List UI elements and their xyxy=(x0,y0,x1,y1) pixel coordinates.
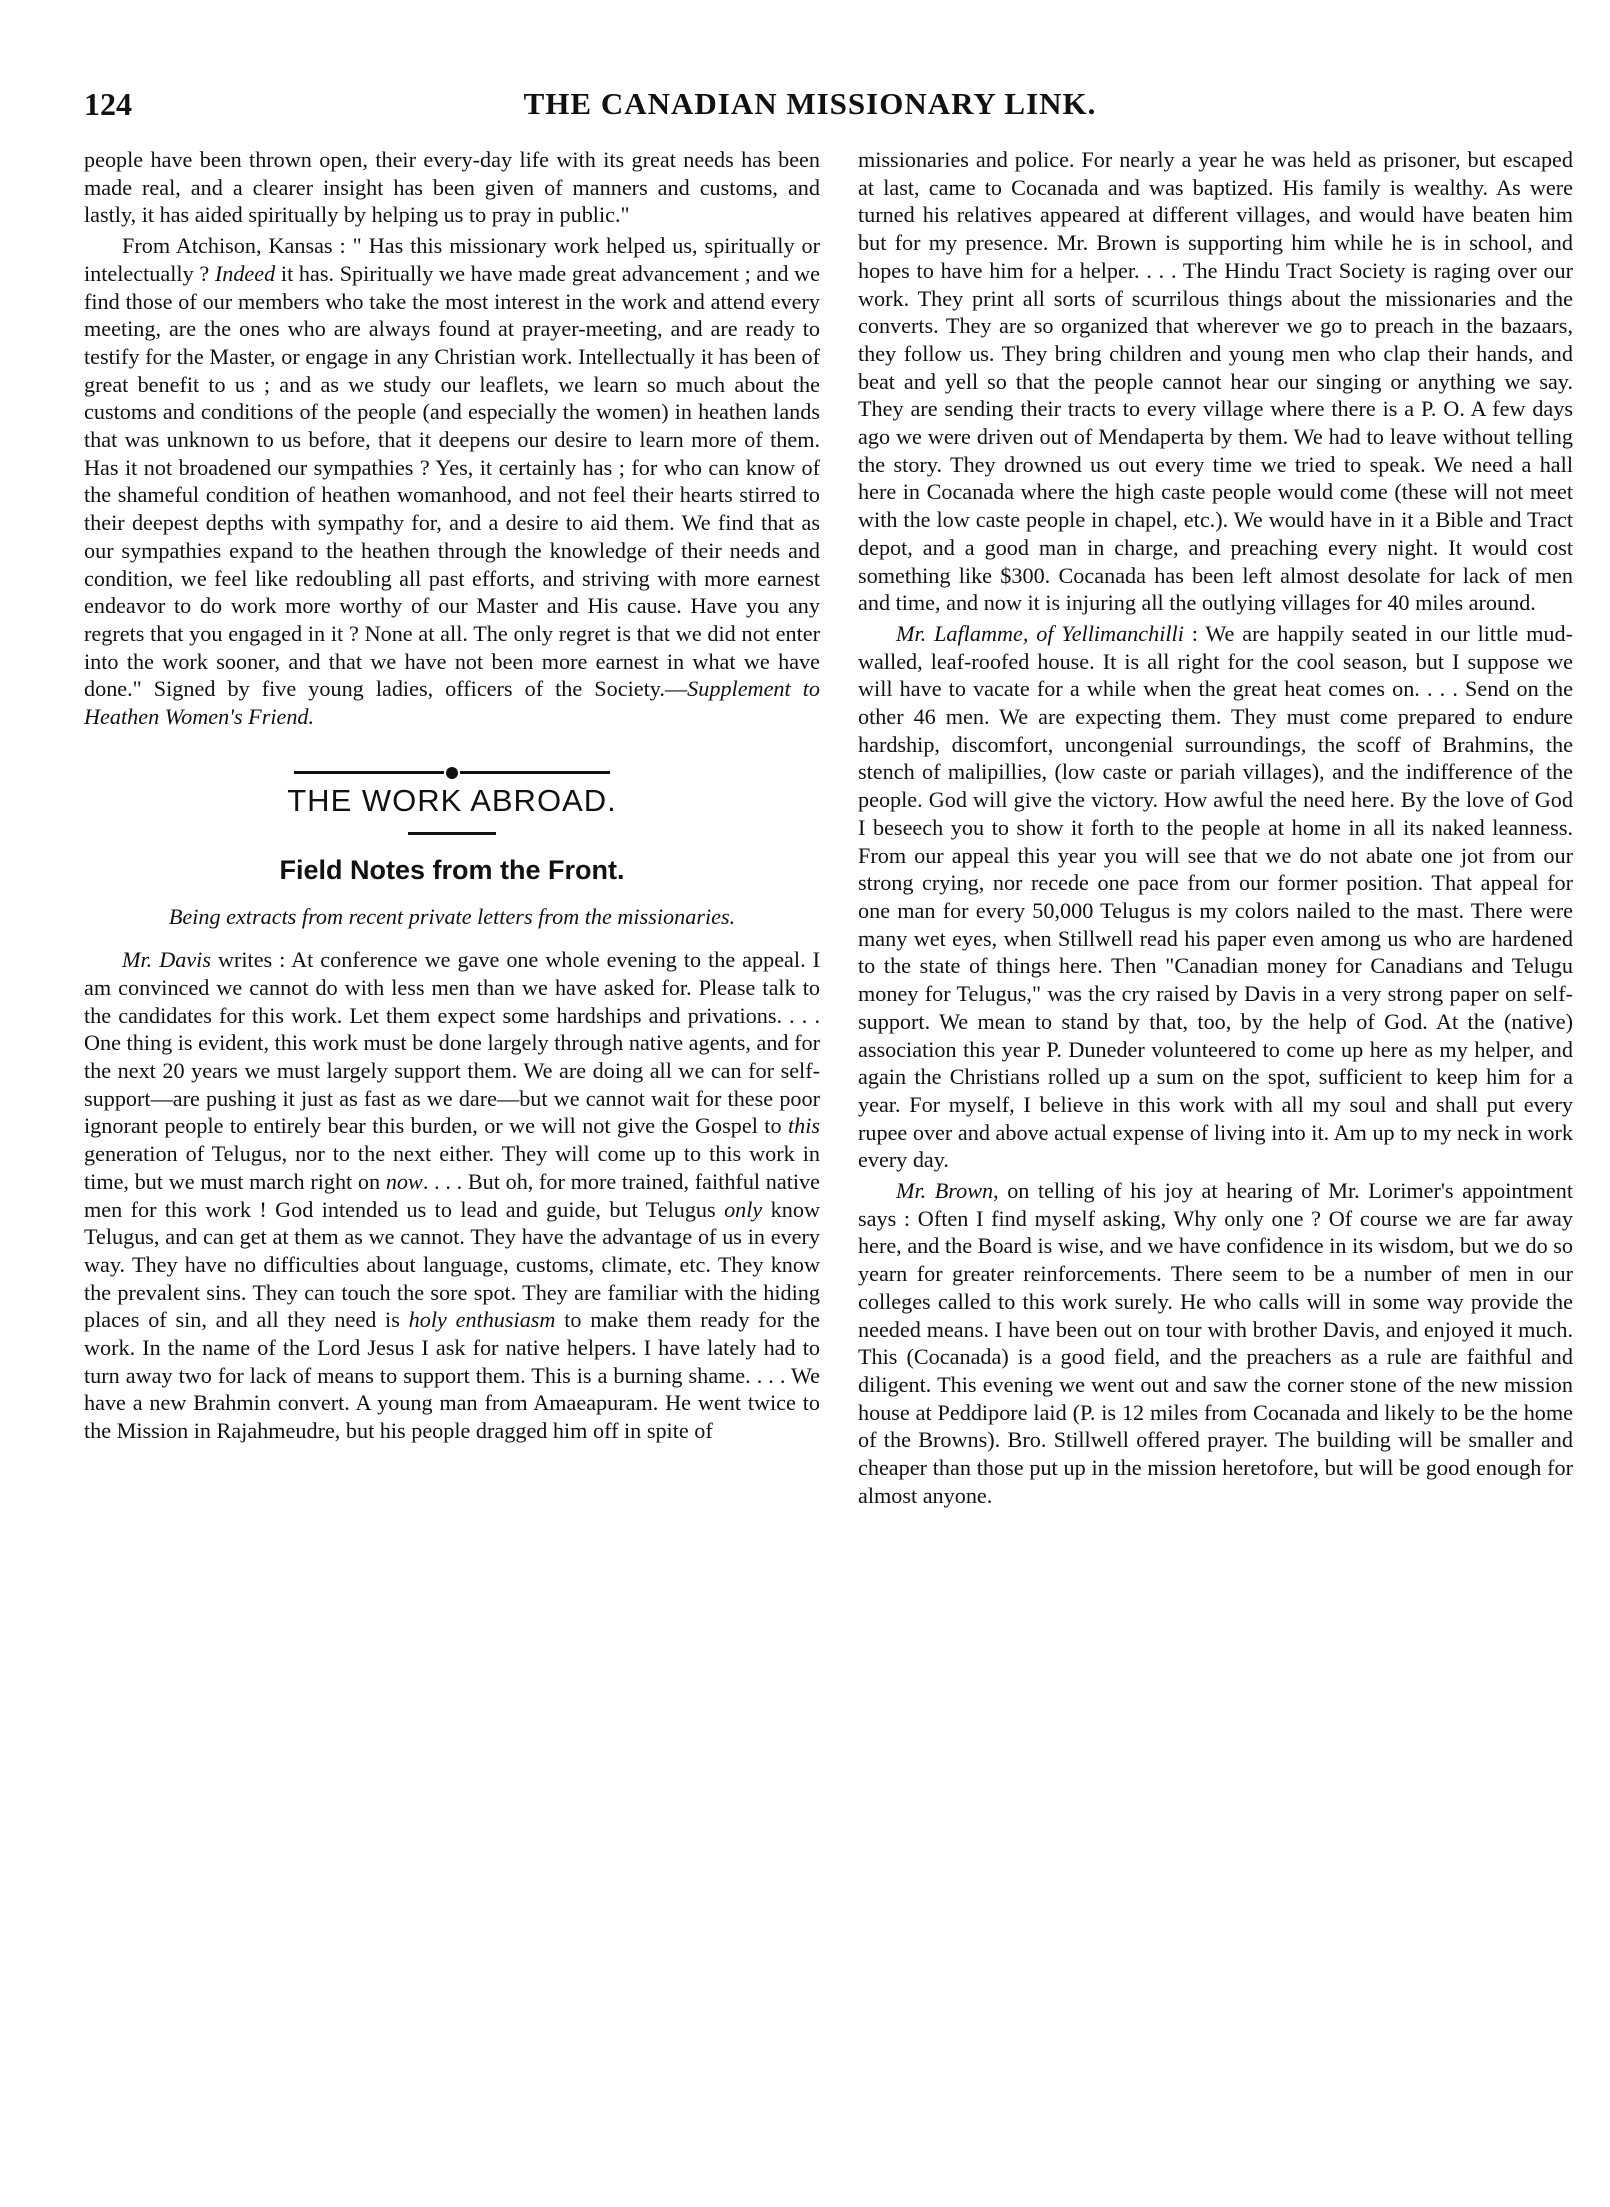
paragraph: people have been thrown open, their every-day life with its great needs has been made real, and a clearer insight has been given of manners and customs, and lastly, it has aided spiritually by helping us to pray in public." xyxy=(84,147,820,228)
paragraph: Mr. Davis writes : At conference we gave one whole evening to the appeal. I am convinced we cannot do with less men than we have asked for. Please talk to the candidates for this work. Let them expect some hardships and privations. . . . One thing is evident, this work must be done largely through native agents, and for the next 20 years we must largely support them. We are doing all we can for self-support—are pushing it just as fast as we dare—but we cannot wait for these poor ignorant people to entirely bear this burden, or we will not give the Gospel to this generation of Telugus, nor to the next either. They will come up to this work in time, but we must march right on now. . . . But oh, for more trained, faithful native men for this work ! God intended us to lead and guide, but Telugus only know Telugus, and can get at them as we cannot. They have the advantage of us in every way. They have no difficulties about language, customs, climate, etc. They know the prevalent sins. They can touch the sore spot. They are familiar with the hiding places of sin, and all they need is holy enthusiasm to make them ready for the work. In the name of the Lord Jesus I ask for native helpers. I have lately had to turn away two for lack of means to support them. This is a burning shame. . . . We have a new Brahmin convert. A young man from Amaeapuram. He went twice to the Mission in Rajahmeudre, but his people dragged him off in spite of xyxy=(84,947,821,1444)
sub-title: Field Notes from the Front. xyxy=(279,855,625,886)
page-header xyxy=(84,86,1536,136)
paragraph: From Atchison, Kansas : " Has this missionary work helped us, spiritually or intelectually ? Indeed it has. Spiritually we have made great advancement ; and we find those of our members who take the most interest in the work and attend every meeting, are the ones who are always found at prayer-meeting, and are ready to testify for the Master, or engage in any Christian work. Intellectually it has been of great benefit to us ; and as we study our leaflets, we learn so much about the customs and conditions of the people (and especially the women) in heathen lands that was unknown to us before, that it deepens our desire to learn more of them. Has it not broadened our sympathies ? Yes, it certainly has ; for who can know of the shameful condition of heathen womanhood, and not feel their hearts stirred to their deepest depths with sympathy for, and a desire to aid them. We find that as our sympathies expand to the heathen through the knowledge of their needs and condition, we feel like redoubling all past efforts, and striving with more earnest endeavor to do work more worthy of our Master and His cause. Have you any regrets that you engaged in it ? None at all. The only regret is that we did not enter into the work sooner, and that we have not been more earnest in what we have done." Signed by five young ladies, officers of the Society.—Supplement to Heathen Women's Friend. xyxy=(84,233,820,730)
paragraph: missionaries and police. For nearly a year he was held as prisoner, but escaped at last, came to Cocanada and was baptized. His family is wealthy. As were turned his relatives appeared at different villages, and would have beaten him but for my presence. Mr. Brown is supporting him while he is in school, and hopes to have him for a helper. . . . The Hindu Tract Society is raging over our work. They print all sorts of scurrilous things about the missionaries and the converts. They are so organized that wherever we go to preach in the bazaars, they follow us. They bring children and young men who clap their hands, and beat and yell so that the people cannot hear our singing or anything we say. They are sending their tracts to every village where there is a P. O. A few days ago we were driven out of Mendaperta by them. We had to leave without telling the story. They drowned us out every time we tried to speak. We need a hall here in Cocanada where the high caste people would come (these will not meet with the low caste people in chapel, etc.). We would have in it a Bible and Tract depot, and a good man in charge, and preaching every night. It would cost something like $300. Cocanada has been left almost desolate for lack of men and time, and now it is injuring all the outlying villages for 40 miles around. xyxy=(858,147,1573,616)
running-title: THE CANADIAN MISSIONARY LINK. xyxy=(523,86,1097,121)
ornament-divider xyxy=(84,757,820,769)
divider xyxy=(408,832,496,835)
section-title: THE WORK ABROAD. xyxy=(287,782,617,818)
page-number: 124 xyxy=(84,86,132,122)
right-column xyxy=(858,146,1573,1512)
paragraph: Mr. Laflamme, of Yellimanchilli : We are happily seated in our little mud-walled, leaf-roofed house. It is all right for the cool season, but I suppose we will have to vacate for a while when the great heat comes on. . . . Send on the other 46 men. We are expecting them. They must come prepared to endure hardship, discomfort, uncongenial surroundings, the scoff of Brahmins, the stench of malipillies, (low caste or pariah villages), and the indifference of the people. God will give the victory. How awful the need here. By the love of God I beseech you to show it forth to the people at home in all its naked leanness. From our appeal this year you will see that we do not abate one jot from our strong crying, nor recede one pace from our former position. That appeal for one man for every 50,000 Telugus is my colors nailed to the mast. There were many wet eyes, when Stillwell read his paper even among us who are hardened to the state of things here. Then "Canadian money for Canadians and Telugu money for Telugus," was the cry raised by Davis in a very strong paper on self-support. We mean to stand by that, too, by the help of God. At the (native) association this year P. Duneder volunteered to come up here as my helper, and again the Christians rolled up a sum on the spot, sufficient to keep him for a year. For myself, I believe in this work with all my soul and shall put every rupee over and above actual expense of living into it. Am up to my neck in work every day. xyxy=(858,620,1573,1173)
left-column xyxy=(84,146,820,1448)
paragraph: Mr. Brown, on telling of his joy at hearing of Mr. Lorimer's appointment says : Often I find myself asking, Why only one ? Of course we are far away here, and the Board is wise, and we have confidence in its wisdom, but we do so yearn for greater reinforcements. There seem to be a number of men in our colleges called to this work surely. He who calls will in some way provide the needed means. I have been out on tour with brother Davis, and enjoyed it much. This (Cocanada) is a good field, and the preachers as a rule are faithful and diligent. This evening we went out and saw the corner stone of the new mission house at Peddipore laid (P. is 12 miles from Cocanada and likely to be the home of the Browns). Bro. Stillwell offered prayer. The building will be smaller and cheaper than those put up in the mission heretofore, but will be good enough for almost anyone. xyxy=(858,1178,1573,1508)
intro-note: Being extracts from recent private letters from the missionaries. xyxy=(168,904,736,930)
